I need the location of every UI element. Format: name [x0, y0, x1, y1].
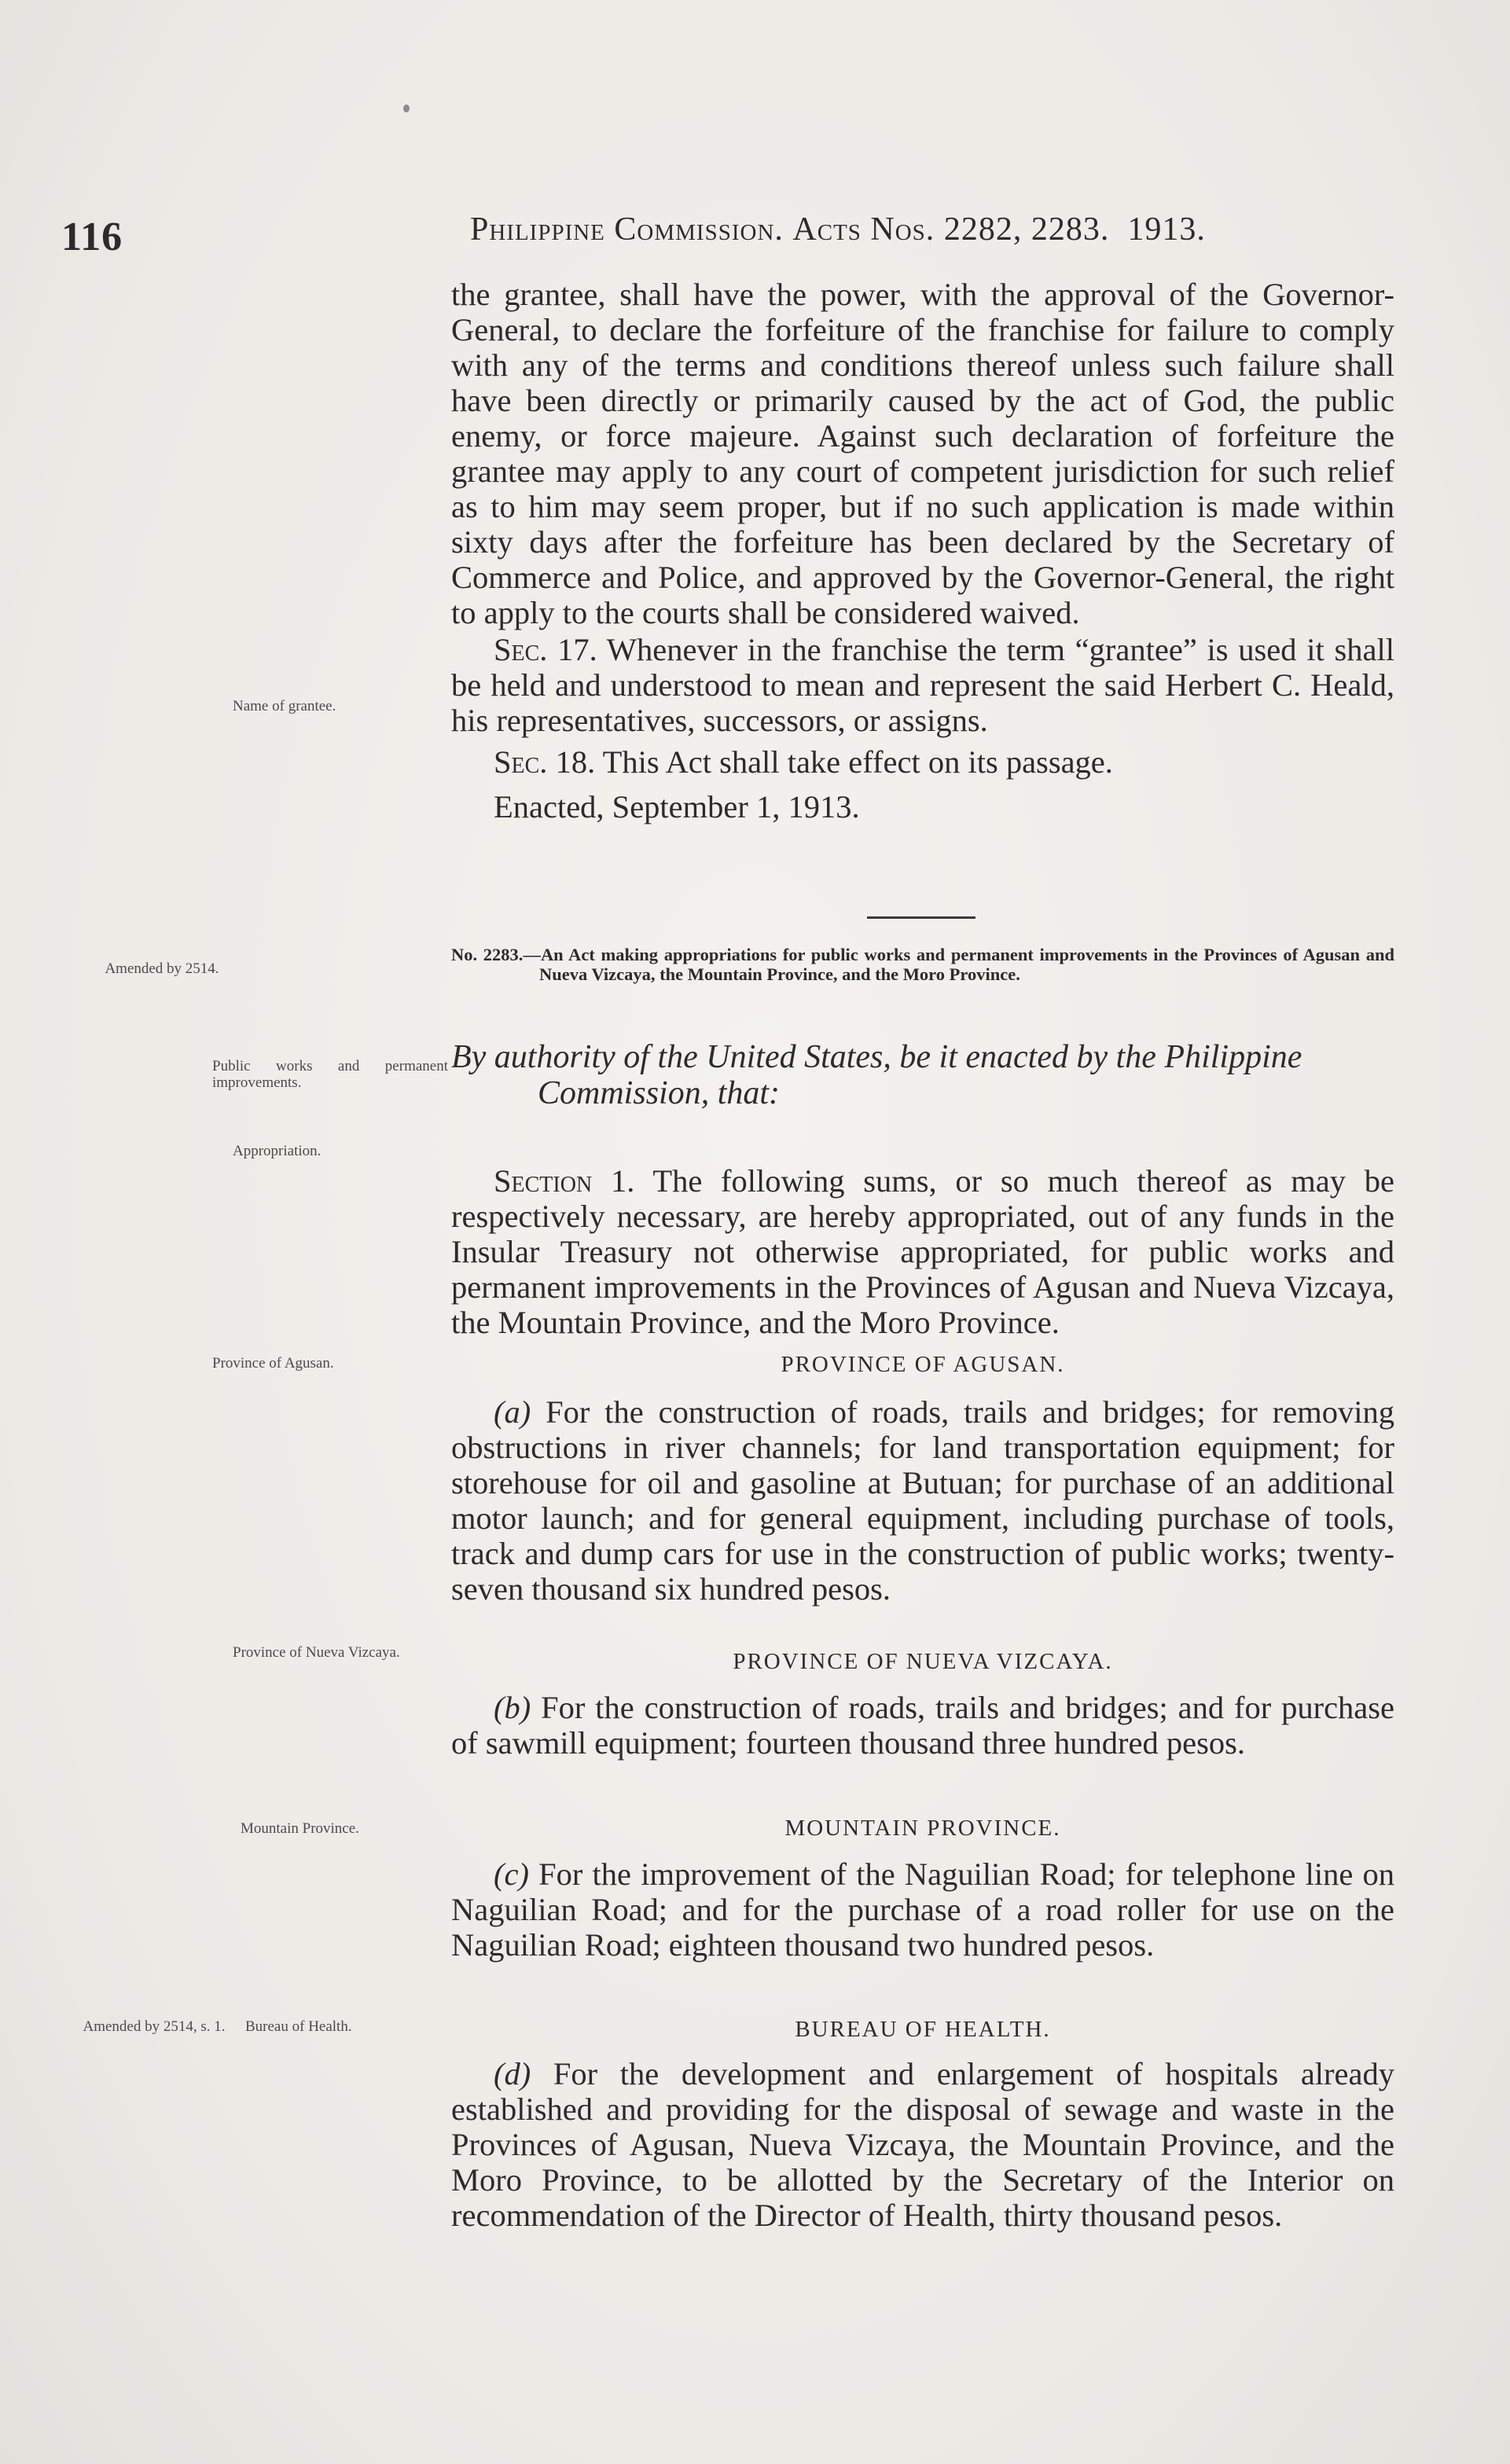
top-text-block	[451, 277, 1394, 824]
act-number: No. 2283.	[451, 945, 524, 964]
item-a-text: For the construction of roads, trails and bridges; for removing obstructions in river channels; for land transportation equipment; for storehouse for oil and gasoline at Butuan; for purchase of an additional motor launch; and for general equipment, including purchase of tools, track and dump cars for use in the construction of public works; twenty-seven thousand six hundred pesos.	[451, 1394, 1395, 1607]
running-head-year: 1913.	[1127, 211, 1206, 248]
act-title-text: —An Act making appropriations for public works and permanent improvements in the Provinces of Agusan and Nueva Vizcaya, the Mountain Province, and the Moro Province.	[523, 945, 1395, 984]
heading-mountain-province: MOUNTAIN PROVINCE.	[784, 1816, 1061, 1841]
margin-note-name-of-grantee: Name of grantee.	[233, 698, 336, 714]
enacting-clause-text: By authority of the United States, be it enacted by the Philippine Commission, that:	[451, 1039, 1302, 1111]
section-1-paragraph	[451, 1163, 1394, 1340]
section-1-label: Section	[494, 1163, 593, 1199]
heading-bureau-of-health: BUREAU OF HEALTH.	[795, 2017, 1051, 2042]
section-18	[451, 744, 1394, 780]
item-a-paragraph	[451, 1394, 1394, 1607]
item-b-paragraph	[451, 1690, 1394, 1761]
section-18-text: 18. This Act shall take effect on its passage.	[555, 744, 1113, 780]
item-b-text: For the construction of roads, trails and bridges; and for purchase of sawmill equipment; fourteen thousand three hundred pesos.	[451, 1690, 1395, 1761]
item-a	[451, 1394, 1394, 1607]
margin-note-bureau-of-health: Bureau of Health.	[245, 2018, 352, 2035]
item-b	[451, 1690, 1394, 1761]
running-head-title: Philippine Commission.	[470, 211, 784, 248]
item-c-letter: (c)	[494, 1856, 529, 1892]
margin-note-mountain-province: Mountain Province.	[241, 1820, 359, 1837]
enacting-clause	[451, 1039, 1394, 1111]
section-17	[451, 632, 1394, 738]
forfeiture-paragraph: the grantee, shall have the power, with the approval of the Governor-General, to declare the forfeiture of the franchise for failure to comply with any of the terms and conditions thereof unless such failure shall have been directly or primarily caused by the act of God, the public enemy, or force majeure. Against such declaration of forfeiture the grantee may apply to any court of competent jurisdiction for such relief as to him may seem proper, but if no such application is made within sixty days after the forfeiture has been declared by the Secretary of Commerce and Police, and approved by the Governor-General, the right to apply to the courts shall be considered waived.	[451, 277, 1394, 630]
item-d-letter: (d)	[494, 2056, 531, 2091]
page-number: 116	[61, 215, 123, 259]
running-head	[470, 211, 1405, 248]
enacted-date: Enacted, September 1, 1913.	[494, 789, 860, 824]
margin-note-public-works: Public works and permanent improvements.	[212, 1058, 448, 1091]
section-17-label: Sec.	[494, 632, 548, 667]
act-title	[451, 945, 1394, 984]
item-d-text: For the development and enlargement of hospitals already established and providing for the disposal of sewage and waste in the Provinces of Agusan, Nueva Vizcaya, the Mountain Province, and the Moro Province, to be allotted by the Secretary of the Interior on recommendation of the Director of Health, thirty thousand pesos.	[451, 2056, 1394, 2233]
margin-note-province-agusan: Province of Agusan.	[212, 1355, 334, 1372]
section-1	[451, 1163, 1394, 1340]
section-1-text: 1. The following sums, or so much thereof as may be respectively necessary, are hereby appropriated, out of any funds in the Insular Treasury not otherwise appropriated, for public works and permanent improvements in the Provinces of Agusan and Nueva Vizcaya, the Mountain Province, and the Moro Province.	[451, 1163, 1395, 1340]
item-c	[451, 1856, 1394, 1963]
margin-note-appropriation: Appropriation.	[233, 1143, 321, 1159]
section-17-text: 17. Whenever in the franchise the term “grantee” is used it shall be held and understood to mean and represent the said Herbert C. Heald, his representatives, successors, or assigns.	[451, 632, 1394, 738]
item-d-paragraph	[451, 2056, 1394, 2233]
margin-note-province-nueva-vizcaya: Province of Nueva Vizcaya.	[233, 1644, 400, 1661]
item-b-letter: (b)	[494, 1690, 531, 1725]
item-d	[451, 2056, 1394, 2233]
ink-speck	[403, 105, 410, 112]
margin-note-amended: Amended by 2514.	[105, 960, 219, 977]
heading-nueva-vizcaya: PROVINCE OF NUEVA VIZCAYA.	[733, 1649, 1113, 1674]
item-c-paragraph	[451, 1856, 1394, 1963]
section-divider-rule	[867, 916, 975, 919]
running-head-acts: Acts Nos.	[792, 211, 935, 248]
item-c-text: For the improvement of the Naguilian Road; for telephone line on Naguilian Road; and for the purchase of a road roller for use on the Naguilian Road; eighteen thousand two hundred pesos.	[451, 1856, 1395, 1963]
running-head-numbers: 2282, 2283.	[943, 211, 1110, 248]
margin-note-amended-s1: Amended by 2514, s. 1.	[83, 2018, 226, 2035]
heading-agusan: PROVINCE OF AGUSAN.	[781, 1352, 1065, 1377]
section-18-label: Sec.	[494, 744, 548, 780]
item-a-letter: (a)	[494, 1394, 531, 1430]
